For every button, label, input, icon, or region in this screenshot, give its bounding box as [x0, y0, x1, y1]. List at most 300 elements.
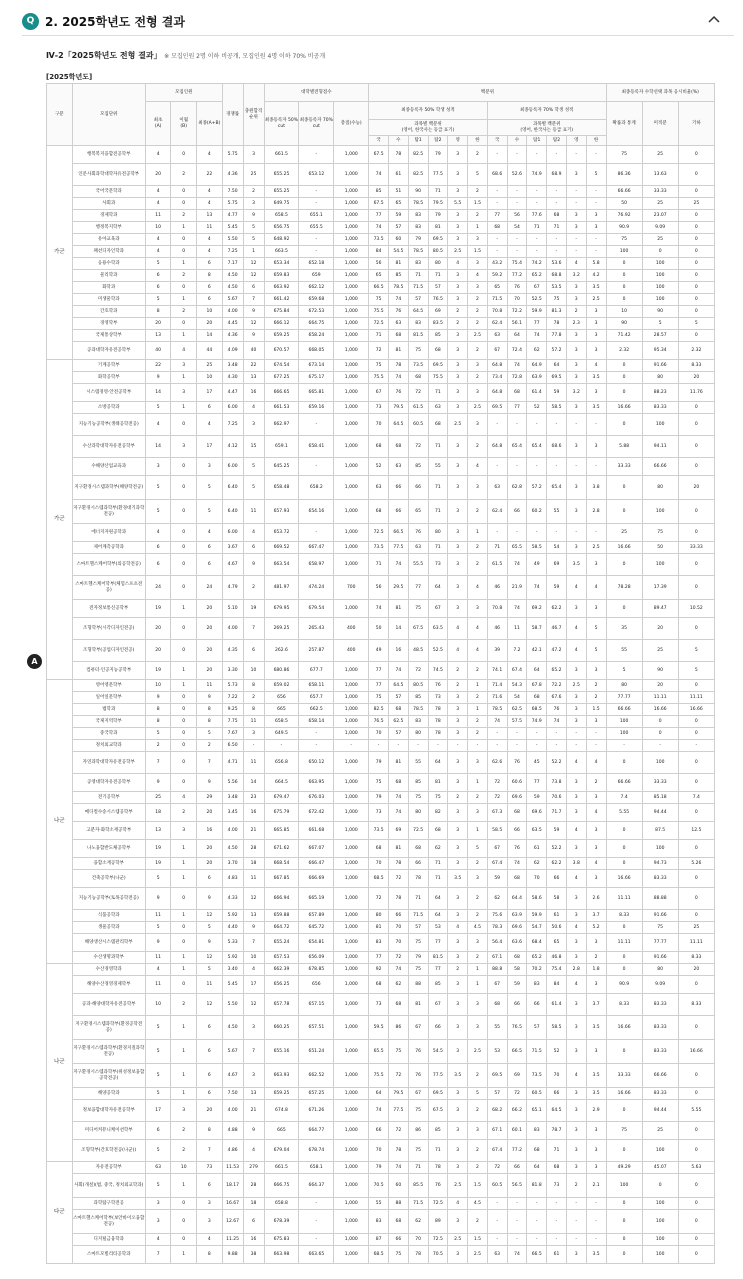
value-cell: 3 — [448, 600, 468, 618]
value-cell: 6.50 — [222, 740, 243, 752]
value-cell: 3 — [566, 934, 586, 952]
value-cell: 25 — [642, 640, 678, 662]
value-cell: - — [299, 740, 334, 752]
unit-name-cell: 소방공학과 — [72, 402, 145, 414]
th-c50: 최종등록자 50% cut — [264, 102, 299, 146]
th-t2-70: 탐2 — [547, 136, 567, 146]
value-cell: 4 — [586, 858, 606, 870]
value-cell: 20 — [197, 858, 223, 870]
value-cell: 4.45 — [222, 318, 243, 330]
value-cell: 12 — [243, 258, 264, 270]
value-cell: 4 — [197, 246, 223, 258]
value-cell: 52.2 — [547, 752, 567, 774]
value-cell: 66 — [507, 500, 527, 524]
table-row — [47, 500, 715, 524]
value-cell: 4 — [145, 186, 171, 198]
value-cell: 73.5 — [369, 822, 389, 840]
value-cell: 55.5 — [408, 554, 428, 576]
value-cell: 77 — [527, 318, 547, 330]
value-cell: 75 — [642, 922, 678, 934]
value-cell: 74 — [388, 294, 408, 306]
value-cell: 63 — [388, 458, 408, 476]
table-row — [47, 164, 715, 186]
value-cell: 4.33 — [222, 888, 243, 910]
value-cell: 0 — [678, 1122, 714, 1140]
value-cell: 0 — [606, 752, 642, 774]
value-cell: 3 — [566, 294, 586, 306]
value-cell: 29.5 — [388, 576, 408, 600]
value-cell: 61.5 — [487, 554, 507, 576]
value-cell: 64.4 — [507, 888, 527, 910]
value-cell: 1 — [171, 964, 197, 976]
value-cell: 6 — [197, 870, 223, 888]
value-cell: 63 — [487, 330, 507, 342]
value-cell: 71 — [547, 222, 567, 234]
value-cell: 90.9 — [606, 976, 642, 994]
value-cell: - — [507, 246, 527, 258]
value-cell: 65 — [408, 500, 428, 524]
value-cell: 662.5 — [299, 704, 334, 716]
value-cell: 2.5 — [448, 246, 468, 258]
value-cell: 0 — [642, 1174, 678, 1198]
value-cell: 75.4 — [507, 258, 527, 270]
value-cell: 2 — [468, 186, 488, 198]
value-cell: 4 — [566, 976, 586, 994]
value-cell: 73.5 — [408, 360, 428, 372]
value-cell: 75 — [642, 524, 678, 542]
value-cell: 73 — [428, 554, 448, 576]
value-cell: 68.5 — [369, 870, 389, 888]
value-cell: 3.5 — [448, 870, 468, 888]
value-cell: 1,000 — [334, 1122, 369, 1140]
value-cell: 1 — [468, 704, 488, 716]
value-cell: 83 — [527, 976, 547, 994]
value-cell: 25 — [243, 164, 264, 186]
value-cell: 2 — [468, 888, 488, 910]
value-cell: 3 — [448, 1122, 468, 1140]
value-cell: 75 — [428, 792, 448, 804]
value-cell: 62.2 — [547, 858, 567, 870]
value-cell: 62 — [487, 888, 507, 910]
value-cell: 5 — [145, 258, 171, 270]
value-cell: - — [428, 740, 448, 752]
value-cell: 9.25 — [222, 704, 243, 716]
value-cell: 83 — [408, 258, 428, 270]
value-cell: 4 — [468, 458, 488, 476]
value-cell: 81 — [408, 994, 428, 1016]
value-cell: 49.29 — [606, 1162, 642, 1174]
value-cell: 100 — [642, 258, 678, 270]
caption-note: ※ 모집인원 2명 이하 비공개, 모집인원 4명 이하 70% 비공개 — [164, 53, 326, 60]
value-cell: 3 — [145, 1198, 171, 1210]
value-cell: 3 — [448, 542, 468, 554]
value-cell: 665 — [264, 1122, 299, 1140]
value-cell: 656.09 — [299, 952, 334, 964]
value-cell: 2.32 — [678, 342, 714, 360]
th-math-70: 수 — [507, 136, 527, 146]
value-cell: 3 — [566, 792, 586, 804]
value-cell: 66 — [547, 870, 567, 888]
value-cell: 656.75 — [264, 222, 299, 234]
value-cell: 4 — [448, 258, 468, 270]
table-row — [47, 186, 715, 198]
value-cell: 3 — [448, 476, 468, 500]
value-cell: 11 — [145, 210, 171, 222]
value-cell: 3 — [448, 1040, 468, 1064]
value-cell: 75 — [606, 234, 642, 246]
value-cell: 652.18 — [299, 258, 334, 270]
value-cell: 1 — [171, 222, 197, 234]
value-cell: 663.98 — [264, 1246, 299, 1264]
th-final: 최종(A+B) — [197, 102, 223, 146]
table-row — [47, 822, 715, 840]
value-cell: 0 — [606, 858, 642, 870]
table-row — [47, 222, 715, 234]
value-cell: - — [547, 728, 567, 740]
unit-name-cell: 지구환경시스템과학부(환경지질과학전공) — [72, 1040, 145, 1064]
value-cell: 12 — [243, 994, 264, 1016]
value-cell: 3.5 — [586, 1016, 606, 1040]
value-cell: 5.2 — [586, 922, 606, 934]
value-cell: 0 — [678, 840, 714, 858]
section-header[interactable] — [22, 8, 722, 34]
value-cell: 83 — [408, 716, 428, 728]
value-cell: - — [487, 234, 507, 246]
value-cell: 2 — [468, 306, 488, 318]
value-cell: 24 — [197, 576, 223, 600]
th-calc: 확률과 통계 — [606, 102, 642, 146]
value-cell: 5 — [468, 840, 488, 858]
value-cell: 28.57 — [642, 330, 678, 342]
value-cell: 7.25 — [222, 246, 243, 258]
value-cell: 2 — [468, 728, 488, 740]
value-cell: 0 — [678, 210, 714, 222]
value-cell: 0 — [678, 976, 714, 994]
value-cell: 73.5 — [527, 1064, 547, 1088]
value-cell: - — [527, 524, 547, 542]
value-cell: 3 — [586, 1162, 606, 1174]
value-cell: 3 — [448, 436, 468, 458]
value-cell: 0 — [171, 922, 197, 934]
table-row — [47, 270, 715, 282]
value-cell: - — [507, 414, 527, 436]
value-cell: 68 — [428, 342, 448, 360]
value-cell: 7.4 — [606, 792, 642, 804]
value-cell: 6.40 — [222, 500, 243, 524]
unit-name-cell: 시스템경영·안전공학부 — [72, 384, 145, 402]
value-cell: - — [566, 1210, 586, 1234]
value-cell: 659.1 — [264, 436, 299, 458]
value-cell: 1,000 — [334, 198, 369, 210]
table-row — [47, 402, 715, 414]
value-cell: 3 — [243, 146, 264, 164]
value-cell: 9 — [197, 692, 223, 704]
value-cell: 661.53 — [264, 402, 299, 414]
unit-name-cell: 기계공학부 — [72, 360, 145, 372]
value-cell: 55 — [428, 458, 448, 476]
value-cell: 3 — [566, 600, 586, 618]
value-cell: 76 — [408, 524, 428, 542]
value-cell: 85 — [428, 1122, 448, 1140]
value-cell: - — [507, 186, 527, 198]
table-row — [47, 858, 715, 870]
value-cell: 0 — [678, 774, 714, 792]
value-cell: 66.5 — [388, 524, 408, 542]
value-cell: 656.25 — [264, 976, 299, 994]
section-title: 2. 2025학년도 전형 결과 — [45, 14, 185, 29]
value-cell: 64.5 — [388, 680, 408, 692]
value-cell: 4 — [243, 964, 264, 976]
value-cell: 87.5 — [642, 822, 678, 840]
value-cell: 3 — [586, 318, 606, 330]
value-cell: 3.5 — [586, 1088, 606, 1100]
value-cell: 58 — [507, 964, 527, 976]
value-cell: 3 — [586, 934, 606, 952]
value-cell: 1,000 — [334, 458, 369, 476]
value-cell: 700 — [334, 576, 369, 600]
value-cell: 59 — [527, 792, 547, 804]
value-cell: 667.85 — [264, 870, 299, 888]
value-cell: 59 — [507, 976, 527, 994]
value-cell: 71 — [408, 270, 428, 282]
value-cell: 71.5 — [527, 1040, 547, 1064]
table-row — [47, 922, 715, 934]
unit-name-cell: 유아교육과 — [72, 234, 145, 246]
value-cell: 65 — [388, 198, 408, 210]
value-cell: 100 — [642, 1210, 678, 1234]
value-cell: 679.47 — [264, 792, 299, 804]
value-cell: 1,000 — [334, 282, 369, 294]
value-cell: 77.5 — [428, 164, 448, 186]
value-cell: 5.33 — [222, 934, 243, 952]
value-cell: 19 — [145, 600, 171, 618]
value-cell: 3 — [171, 822, 197, 840]
value-cell: 2.32 — [606, 342, 642, 360]
value-cell: 73 — [547, 1174, 567, 1198]
value-cell: 1,000 — [334, 976, 369, 994]
value-cell: 59.9 — [527, 306, 547, 318]
value-cell: 70 — [369, 414, 389, 436]
unit-name-cell: 전기공학부 — [72, 792, 145, 804]
value-cell: 0 — [678, 294, 714, 306]
value-cell: 77.5 — [428, 1064, 448, 1088]
value-cell: 46 — [487, 576, 507, 600]
value-cell: 75.5 — [369, 1064, 389, 1088]
value-cell: 3 — [448, 994, 468, 1016]
value-cell: 68.8 — [547, 270, 567, 282]
value-cell: 50.6 — [547, 922, 567, 934]
th-t2-50: 탐2 — [428, 136, 448, 146]
value-cell: 3 — [197, 1210, 223, 1234]
value-cell: 68 — [547, 210, 567, 222]
value-cell: 71.5 — [408, 282, 428, 294]
unit-name-cell: 미디어커뮤니케이션학부 — [72, 1122, 145, 1140]
value-cell: 7 — [145, 1246, 171, 1264]
value-cell: 70 — [369, 1140, 389, 1162]
value-cell: 68.2 — [487, 1100, 507, 1122]
value-cell: 8.33 — [606, 910, 642, 922]
value-cell: 3.5 — [586, 1246, 606, 1264]
value-cell: 10.52 — [678, 600, 714, 618]
value-cell: 1 — [171, 870, 197, 888]
value-cell: 4 — [566, 618, 586, 640]
value-cell: 5.75 — [222, 146, 243, 164]
value-cell: 5.67 — [222, 1040, 243, 1064]
unit-name-cell: 지구환경시스템과학부(환경공학전공) — [72, 1016, 145, 1040]
value-cell: 1 — [171, 258, 197, 270]
value-cell: 14 — [145, 384, 171, 402]
value-cell: 1,000 — [334, 1198, 369, 1210]
value-cell: 658.48 — [264, 476, 299, 500]
value-cell: 3.67 — [222, 542, 243, 554]
value-cell: 25 — [642, 234, 678, 246]
value-cell: 18 — [145, 804, 171, 822]
value-cell: 9.09 — [642, 976, 678, 994]
value-cell: 64.8 — [487, 360, 507, 372]
value-cell: 4.35 — [222, 640, 243, 662]
table-row — [47, 692, 715, 704]
value-cell: 1 — [171, 294, 197, 306]
value-cell: 70 — [547, 1064, 567, 1088]
value-cell: 672.42 — [299, 804, 334, 822]
value-cell: 3 — [171, 1100, 197, 1122]
value-cell: 59 — [547, 576, 567, 600]
value-cell: 1,000 — [334, 752, 369, 774]
value-cell: 50 — [606, 198, 642, 210]
value-cell: 663.93 — [264, 1064, 299, 1088]
value-cell: 19 — [145, 662, 171, 680]
value-cell: - — [547, 186, 567, 198]
value-cell: 76 — [428, 1174, 448, 1198]
value-cell: 5 — [243, 222, 264, 234]
value-cell: 25 — [642, 1122, 678, 1140]
value-cell: 62 — [388, 976, 408, 994]
value-cell: - — [586, 198, 606, 210]
value-cell: - — [299, 1234, 334, 1246]
unit-name-cell: 해양수산경영경제학부 — [72, 976, 145, 994]
th-initial: 최초 (A) — [145, 102, 171, 146]
th-math-50: 수 — [388, 136, 408, 146]
value-cell: 77 — [527, 774, 547, 792]
value-cell: 71.6 — [487, 692, 507, 704]
value-cell: 29 — [197, 792, 223, 804]
value-cell: 54 — [507, 692, 527, 704]
value-cell: 7 — [197, 1140, 223, 1162]
value-cell: 80 — [408, 728, 428, 740]
value-cell: 2.5 — [448, 414, 468, 436]
value-cell: 3 — [448, 384, 468, 402]
value-cell: 60.5 — [487, 1174, 507, 1198]
value-cell: 8 — [145, 306, 171, 318]
value-cell: 4 — [171, 792, 197, 804]
table-row — [47, 662, 715, 680]
value-cell: 7.4 — [678, 792, 714, 804]
value-cell: - — [527, 458, 547, 476]
value-cell: 79 — [428, 210, 448, 222]
value-cell: 3 — [566, 500, 586, 524]
value-cell: 57.5 — [507, 716, 527, 728]
value-cell: 678.85 — [299, 964, 334, 976]
value-cell: 69.5 — [547, 372, 567, 384]
value-cell: 3 — [566, 372, 586, 384]
value-cell: 57.2 — [527, 476, 547, 500]
value-cell: 71 — [428, 270, 448, 282]
value-cell: 0 — [678, 164, 714, 186]
value-cell: 69.6 — [507, 792, 527, 804]
value-cell: 0 — [606, 952, 642, 964]
value-cell: 4 — [145, 198, 171, 210]
value-cell: 4.5 — [468, 1198, 488, 1210]
value-cell: 645.25 — [264, 458, 299, 476]
value-cell: 13.63 — [642, 164, 678, 186]
value-cell: 61.4 — [547, 994, 567, 1016]
value-cell: 16.66 — [606, 542, 642, 554]
value-cell: 62 — [527, 342, 547, 360]
value-cell: 1,000 — [334, 922, 369, 934]
value-cell: 3 — [243, 1064, 264, 1088]
value-cell: 62 — [408, 1210, 428, 1234]
value-cell: 85 — [428, 976, 448, 994]
value-cell: 3 — [586, 870, 606, 888]
value-cell: 659.02 — [264, 680, 299, 692]
value-cell: 0 — [606, 282, 642, 294]
unit-name-cell: 인문사회과학대학자유전공학부 — [72, 164, 145, 186]
value-cell: 25 — [642, 198, 678, 210]
value-cell: 70.6 — [547, 792, 567, 804]
value-cell: 1,000 — [334, 186, 369, 198]
value-cell: 75 — [408, 1100, 428, 1122]
value-cell: 16 — [243, 1234, 264, 1246]
value-cell: 5 — [197, 500, 223, 524]
value-cell: 74 — [507, 360, 527, 372]
value-cell: 74 — [388, 662, 408, 680]
value-cell: 2 — [448, 680, 468, 692]
value-cell: 3 — [145, 458, 171, 476]
value-cell: 59 — [547, 384, 567, 402]
value-cell: - — [527, 414, 547, 436]
unit-name-cell: 공영대학자유전공학부 — [72, 774, 145, 792]
value-cell: - — [299, 198, 334, 210]
unit-name-cell: 융합소재공학부 — [72, 858, 145, 870]
value-cell: 71.5 — [487, 294, 507, 306]
table-row — [47, 1162, 715, 1174]
value-cell: 2 — [448, 662, 468, 680]
value-cell: 57.2 — [547, 342, 567, 360]
value-cell: 20 — [642, 618, 678, 640]
chevron-up-icon[interactable] — [706, 12, 722, 28]
value-cell: 3 — [468, 934, 488, 952]
value-cell: 1,000 — [334, 164, 369, 186]
value-cell: 69 — [547, 554, 567, 576]
value-cell: - — [369, 740, 389, 752]
value-cell: 56.1 — [507, 318, 527, 330]
value-cell: 3 — [448, 372, 468, 384]
value-cell: 60 — [388, 1174, 408, 1198]
value-cell: 77 — [369, 662, 389, 680]
value-cell: 5 — [586, 164, 606, 186]
value-cell: 78 — [388, 146, 408, 164]
unit-name-cell: 스마트헬스케어학부(보안바이오융합전공) — [72, 1210, 145, 1234]
value-cell: 74 — [487, 716, 507, 728]
table-row — [47, 1210, 715, 1234]
value-cell: 5 — [642, 318, 678, 330]
value-cell: 17 — [243, 976, 264, 994]
value-cell: 5 — [145, 870, 171, 888]
value-cell: - — [586, 1198, 606, 1210]
value-cell: 80 — [428, 258, 448, 270]
table-row — [47, 476, 715, 500]
value-cell: 2.5 — [468, 330, 488, 342]
